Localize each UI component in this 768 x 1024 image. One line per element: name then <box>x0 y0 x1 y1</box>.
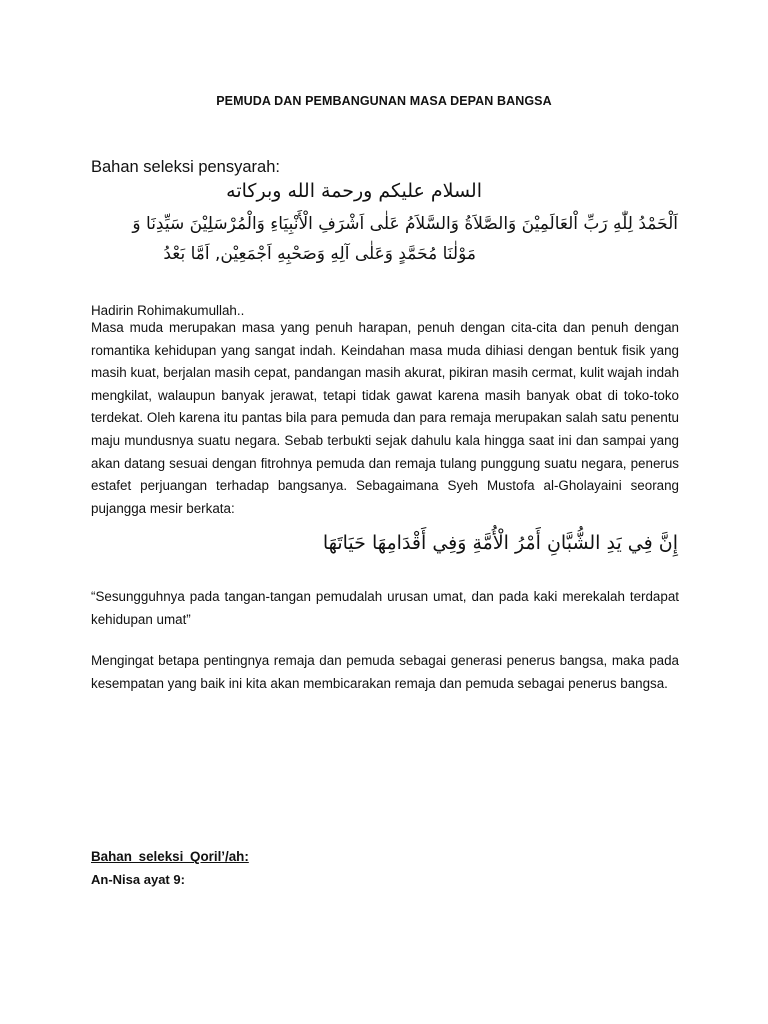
greeting: Hadirin Rohimakumullah.. <box>91 303 245 318</box>
quote-translation: “Sesungguhnya pada tangan-tangan pemudalah urusan umat, dan pada kaki merekalah terdapat kehidupan umat” <box>91 589 679 627</box>
paragraph-closing: Mengingat betapa pentingnya remaja dan pemuda sebagai generasi penerus bangsa, maka pada kesempatan yang baik ini kita akan membicarakan remaja dan pemuda sebagai penerus bangsa. <box>91 653 679 691</box>
paragraph-intro: Masa muda merupakan masa yang penuh harapan, penuh dengan cita-cita dan penuh dengan romantika kehidupan yang sangat indah. Keindahan masa muda dihiasi dengan bentuk fisik yang masih kuat, berjalan masih cepat, pandangan masih akurat, pikiran masih cermat, kulit wajah indah mengkilat, walaupun banyak jerawat, tetapi tidak gawat karena masih banyak obat di toko-toko terdekat. Oleh karena itu pantas bila para pemuda dan para remaja merupakan salah satu penentu maju mundusnya suatu negara. Sebab terbukti sejak dahulu kala hingga saat ini dan sampai yang akan datang sesuai dengan fitrohnya pemuda dan remaja tulang punggung suatu negara, penerus estafet perjuangan terhadap bangsanya. Sebagaimana Syeh Mustofa al-Gholayaini seorang pujangga mesir berkata: <box>91 320 680 516</box>
arabic-quote: إِنَّ فِي يَدِ الشُّبَّانِ أَمْرُ الْأُمَّةِ وَفِي أَقْدَامِهَا حَيَاتَهَا <box>322 532 678 554</box>
section-heading-qori: Bahan seleksi Qoril’/ah: <box>91 849 249 864</box>
section-heading-pensyarah: Bahan seleksi pensyarah: <box>91 158 280 176</box>
arabic-salam: السلام عليكم ورحمة الله وبركاته <box>226 180 482 202</box>
ayat-label: An-Nisa ayat 9: <box>91 872 185 887</box>
arabic-opening-line-1: اَلْحَمْدُ لِلّٰهِ رَبِّ اْلعَالَمِيْنَ وَالصَّلاَةُ وَالسَّلاَمُ عَلٰى اَشْرَفِ الْأَنْبِيَاءِ وَالْمُرْسَلِيْنَ سَيِّدِنَا وَ <box>132 214 678 234</box>
arabic-opening-line-2: مَوْلٰنَا مُحَمَّدٍ وَعَلٰى آلِهِ وَصَحْبِهِ اَجْمَعِيْن, اَمَّا بَعْدُ <box>163 244 476 264</box>
document-title: PEMUDA DAN PEMBANGUNAN MASA DEPAN BANGSA <box>216 94 552 108</box>
